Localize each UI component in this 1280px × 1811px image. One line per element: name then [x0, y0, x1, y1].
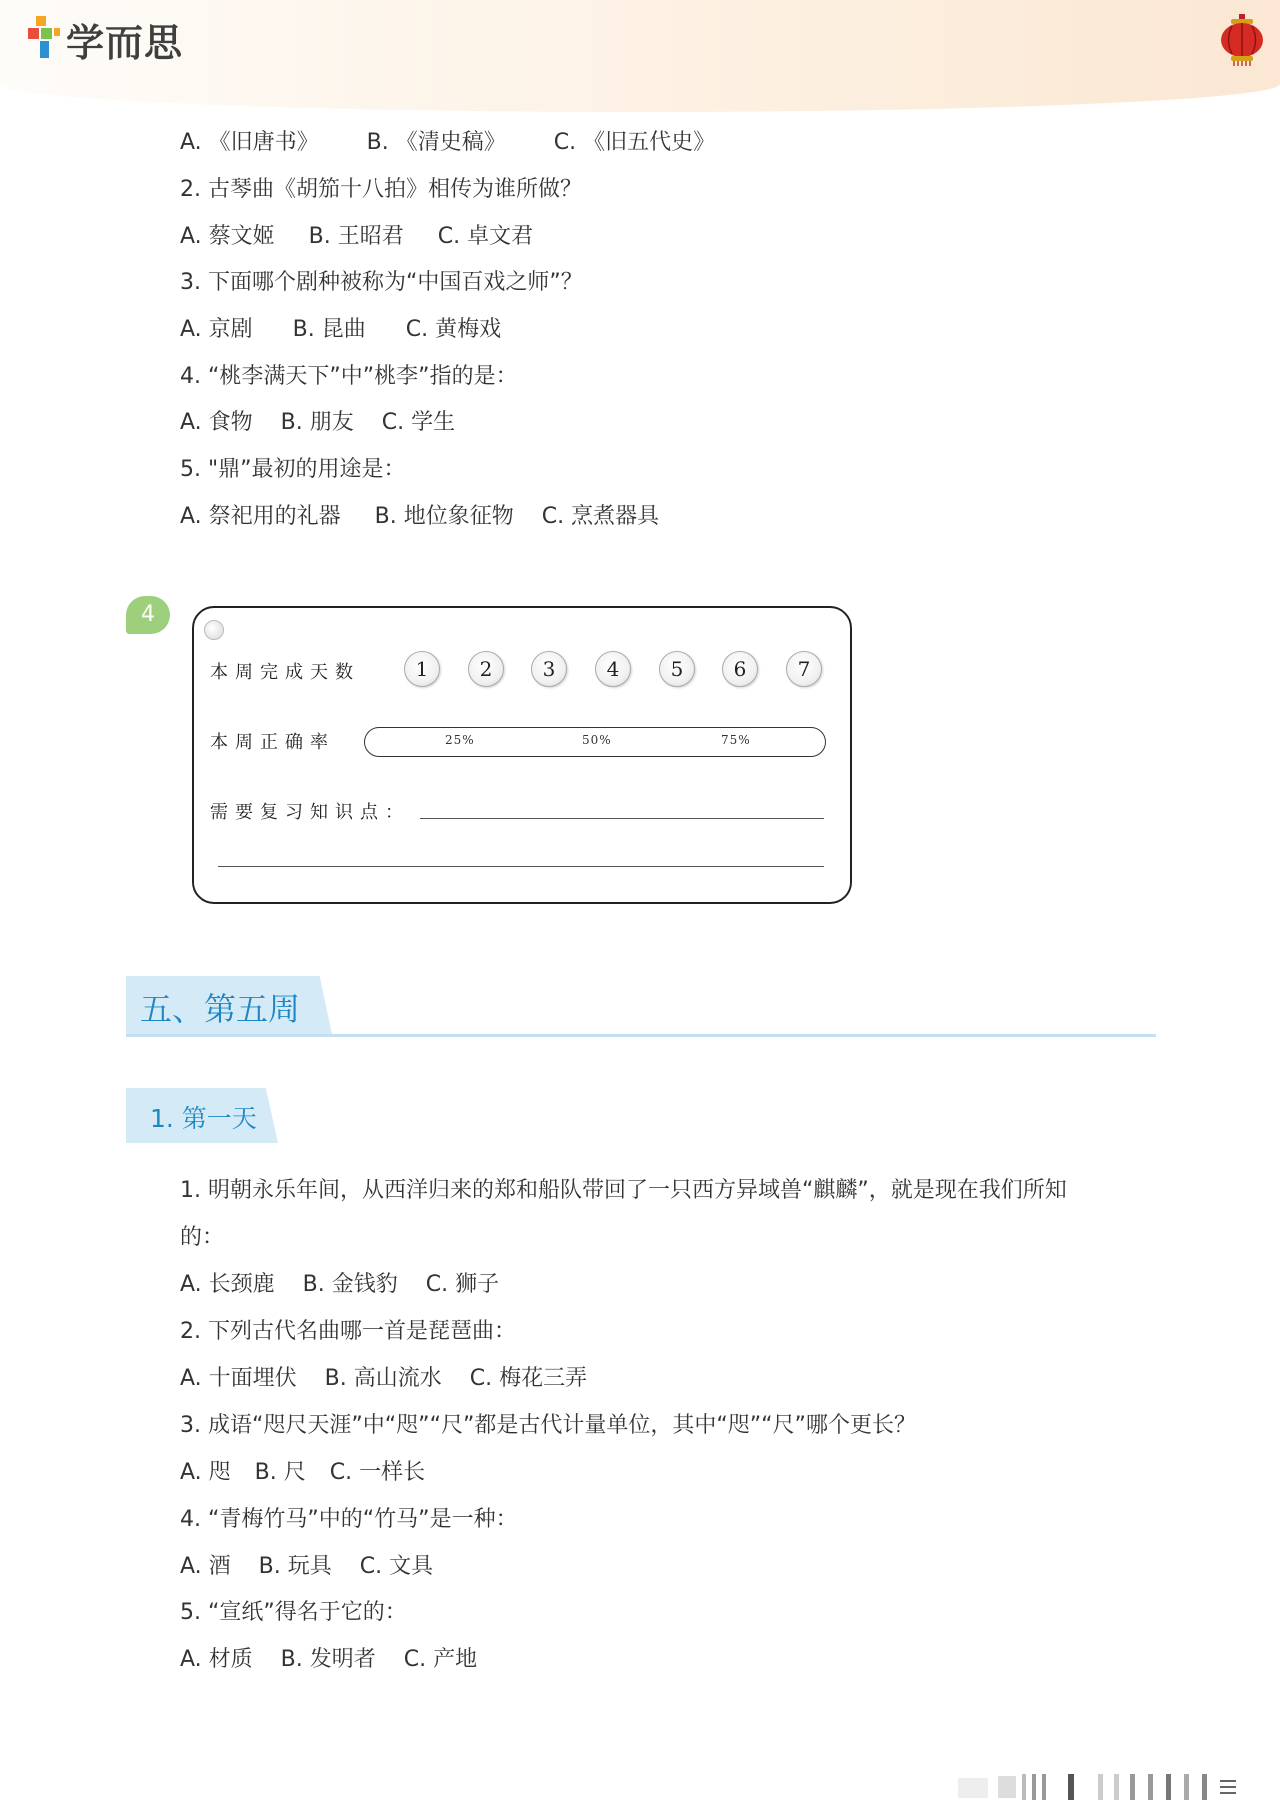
day-1-circle[interactable]: 1: [404, 651, 440, 687]
option: A. 长颈鹿: [180, 1272, 275, 1297]
option: A. 酒: [180, 1554, 231, 1579]
question-5-options: [180, 502, 693, 532]
question-4-options: [180, 1552, 467, 1582]
question-3-options: [180, 1458, 459, 1488]
option: A. 《旧唐书》: [180, 130, 319, 155]
question-4: 4. “青梅竹马”中的“竹马”是一种：: [180, 1507, 518, 1532]
question-4-options: [180, 408, 489, 438]
day-3-circle[interactable]: 3: [531, 651, 567, 687]
question-2: 2. 古琴曲《胡笳十八拍》相传为谁所做？: [180, 177, 582, 202]
day-4-circle[interactable]: 4: [595, 651, 631, 687]
option: C. 黄梅戏: [405, 317, 502, 342]
question-5-options: [180, 1645, 511, 1675]
option: C. 烹煮器具: [541, 504, 660, 529]
red-lantern-icon: [1219, 14, 1265, 66]
day-5-circle[interactable]: 5: [659, 651, 695, 687]
week-badge: 4: [126, 596, 170, 634]
question-1-options: [180, 1270, 533, 1300]
question-1: 1. 明朝永乐年间，从西洋归来的郑和船队带回了一只西方异域兽“麒麟”，就是现在我们所知: [180, 1178, 1067, 1203]
option: A. 京剧: [180, 317, 253, 342]
page-header: [0, 0, 1280, 112]
option: A. 祭祀用的礼器: [180, 504, 341, 529]
accuracy-bar[interactable]: [364, 727, 826, 757]
question-4: 4. “桃李满天下”中”桃李”指的是：: [180, 364, 518, 389]
watermark-bars-icon: [958, 1772, 1258, 1802]
option: C. 一样长: [329, 1460, 426, 1485]
option: C. 《旧五代史》: [553, 130, 716, 155]
option: B. 发明者: [280, 1647, 376, 1672]
question-3: 3. 下面哪个剧种被称为“中国百戏之师”？: [180, 270, 583, 295]
question-1-continued: 的：: [180, 1225, 225, 1250]
option: C. 产地: [403, 1647, 478, 1672]
option: C. 狮子: [425, 1272, 500, 1297]
weekly-progress-card: [192, 606, 852, 904]
review-line-2[interactable]: [218, 866, 824, 867]
rate-mark-25: 25%: [445, 733, 475, 747]
question-5: 5. “宣纸”得名于它的：: [180, 1600, 407, 1625]
accuracy-label: 本周正确率: [210, 732, 335, 753]
question-3: 3. 成语“咫尺天涯”中“咫”“尺”都是古代计量单位，其中“咫”“尺”哪个更长？: [180, 1413, 916, 1438]
section-title: 五、第五周: [140, 990, 301, 1028]
option: A. 咫: [180, 1460, 231, 1485]
option: C. 梅花三弄: [469, 1366, 588, 1391]
option: B. 昆曲: [292, 317, 366, 342]
question-3-options: [180, 315, 535, 345]
option: B. 《清史稿》: [366, 130, 506, 155]
option: B. 玩具: [258, 1554, 332, 1579]
option: B. 尺: [254, 1460, 306, 1485]
rate-mark-50: 50%: [582, 733, 612, 747]
question-2-options: [180, 1364, 621, 1394]
question-2: 2. 下列古代名曲哪一首是琵琶曲：: [180, 1319, 516, 1344]
option: A. 食物: [180, 410, 253, 435]
option: A. 材质: [180, 1647, 253, 1672]
review-points-label: 需要复习知识点：: [210, 802, 410, 823]
option: C. 文具: [359, 1554, 434, 1579]
option: B. 高山流水: [324, 1366, 442, 1391]
question-2-options: [180, 222, 567, 252]
day-2-circle[interactable]: 2: [468, 651, 504, 687]
day-title: 1. 第一天: [150, 1104, 257, 1133]
option: B. 地位象征物: [374, 504, 514, 529]
option: C. 卓文君: [437, 224, 534, 249]
option: C. 学生: [381, 410, 456, 435]
option: B. 朋友: [280, 410, 354, 435]
section-divider: [126, 1034, 1156, 1037]
option: B. 金钱豹: [302, 1272, 398, 1297]
pin-icon: [204, 620, 224, 640]
question-5: 5. "鼎”最初的用途是：: [180, 457, 406, 482]
brand-name: 学而思: [66, 21, 184, 65]
question-1-options: [180, 128, 749, 158]
day-7-circle[interactable]: 7: [786, 651, 822, 687]
day-6-circle[interactable]: 6: [722, 651, 758, 687]
days-completed-label: 本周完成天数: [210, 662, 360, 683]
option: A. 蔡文姬: [180, 224, 275, 249]
review-line-1[interactable]: [420, 818, 824, 819]
option: A. 十面埋伏: [180, 1366, 297, 1391]
option: B. 王昭君: [308, 224, 404, 249]
rate-mark-75: 75%: [721, 733, 751, 747]
